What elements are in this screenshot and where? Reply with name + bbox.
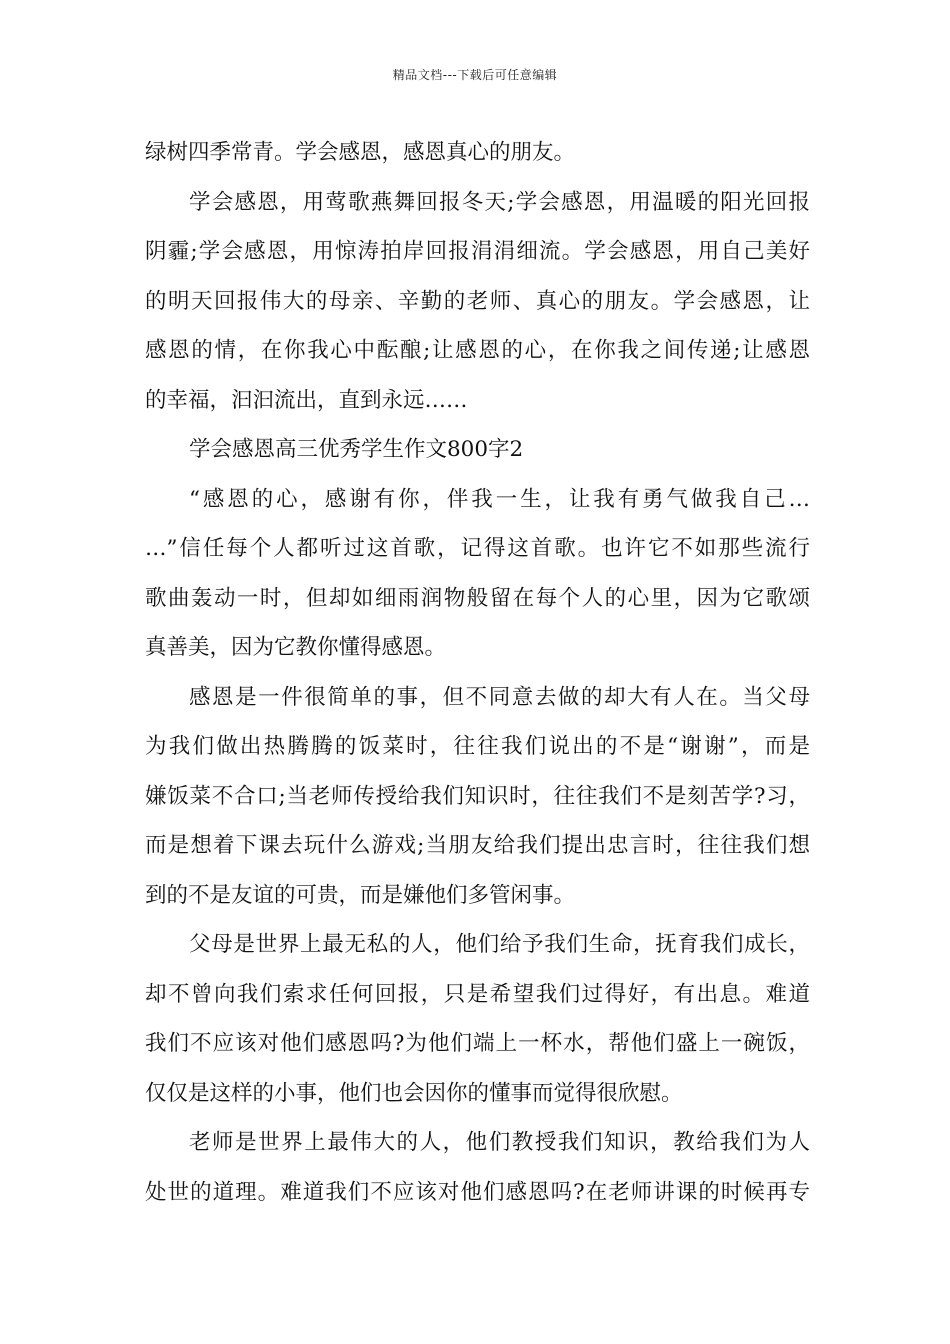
section-title: 学会感恩高三优秀学生作文800字2: [189, 437, 524, 462]
text-line: 歌曲轰动一时，但却如细雨润物般留在每个人的心里，因为它歌颂: [145, 585, 810, 611]
text-line: 而是想着下课去玩什么游戏;当朋友给我们提出忠言时，往往我们想: [145, 833, 810, 858]
text-line: 感恩是一件很简单的事，但不同意去做的却大有人在。当父母: [189, 684, 810, 710]
text-line: 却不曾向我们索求任何回报，只是希望我们过得好，有出息。难道: [145, 981, 810, 1007]
text-line: “感恩的心，感谢有你，伴我一生，让我有勇气做我自己…: [189, 486, 810, 512]
text-line: 阴霾;学会感恩，用惊涛拍岸回报涓涓细流。学会感恩，用自己美好: [145, 239, 810, 264]
text-line: 的明天回报伟大的母亲、辛勤的老师、真心的朋友。学会感恩，让: [145, 288, 810, 314]
text-line: 父母是世界上最无私的人，他们给予我们生命，抚育我们成长，: [189, 932, 810, 957]
text-line: 真善美，因为它教你懂得感恩。: [145, 635, 447, 660]
text-line: 到的不是友谊的可贵，而是嫌他们多管闲事。: [145, 882, 576, 908]
document-body: [145, 128, 810, 1217]
page-header: 精品文档---下载后可任意编辑: [392, 68, 558, 82]
text-line: 老师是世界上最伟大的人，他们教授我们知识，教给我们为人: [189, 1130, 810, 1155]
text-line: 的幸福，汩汩流出，直到永远……: [145, 387, 468, 413]
text-line: 我们不应该对他们感恩吗?为他们端上一杯水，帮他们盛上一碗饭，: [145, 1031, 810, 1056]
text-line: 学会感恩，用莺歌燕舞回报冬天;学会感恩，用温暖的阳光回报: [189, 189, 810, 215]
text-line: 绿树四季常青。学会感恩，感恩真心的朋友。: [145, 140, 576, 165]
text-line: 处世的道理。难道我们不应该对他们感恩吗?在老师讲课的时候再专: [145, 1179, 810, 1205]
text-line: 嫌饭菜不合口;当老师传授给我们知识时，往往我们不是刻苦学?习，: [145, 783, 810, 809]
text-line: 仅仅是这样的小事，他们也会因你的懂事而觉得很欣慰。: [145, 1080, 683, 1106]
text-line: 为我们做出热腾腾的饭菜时，往往我们说出的不是“谢谢”，而是: [145, 734, 810, 759]
text-line: …”信任每个人都听过这首歌，记得这首歌。也许它不如那些流行: [145, 536, 810, 561]
text-line: 感恩的情，在你我心中酝酿;让感恩的心，在你我之间传递;让感恩: [145, 338, 810, 363]
